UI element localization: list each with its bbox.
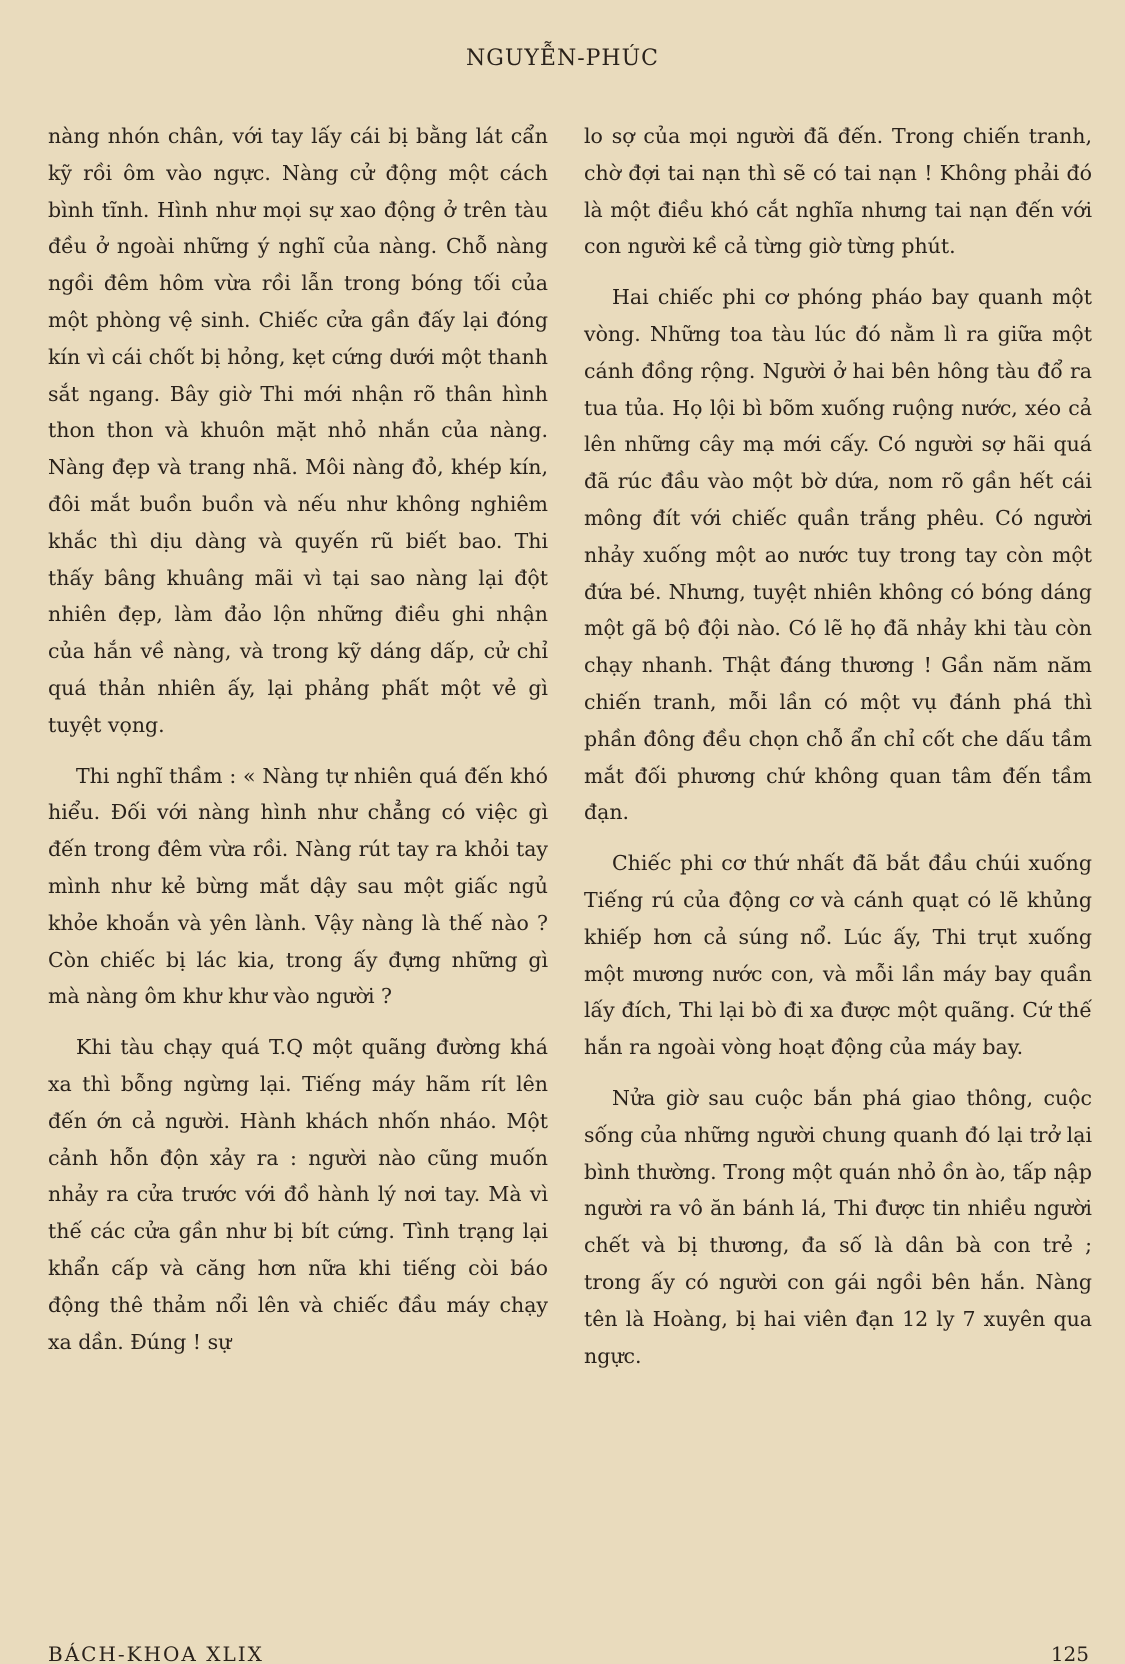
running-header: NGUYỄN-PHÚC <box>466 46 659 71</box>
right-column <box>584 118 1092 1388</box>
paragraph: lo sợ của mọi người đã đến. Trong chiến tranh, chờ đợi tai nạn thì sẽ có tai nạn ! Không phải đó là một điều khó cắt nghĩa nhưng tai nạn đến với con người kề cả từng giờ từng phút. <box>584 124 1092 259</box>
paragraph: Khi tàu chạy quá T.Q một quãng đường khá xa thì bỗng ngừng lại. Tiếng máy hãm rít lên đến ớn cả người. Hành khách nhốn nháo. Một cảnh hỗn độn xảy ra : người nào cũng muốn nhảy ra cửa trước với đồ hành lý nơi tay. Mà vì thế các cửa gần như bị bít cứng. Tình trạng lại khẩn cấp và căng hơn nữa khi tiếng còi báo động thê thảm nổi lên và chiếc đầu máy chạy xa dần. Đúng ! sự <box>48 1035 548 1354</box>
left-column <box>48 118 548 1374</box>
paragraph: Chiếc phi cơ thứ nhất đã bắt đầu chúi xuống Tiếng rú của động cơ và cánh quạt có lẽ khủng khiếp hơn cả súng nổ. Lúc ấy, Thi trụt xuống một mương nước con, và mỗi lần máy bay quần lấy đích, Thi lại bò đi xa được một quãng. Cứ thế hắn ra ngoài vòng hoạt động của máy bay. <box>584 851 1092 1060</box>
magazine-issue: BÁCH-KHOA XLIX <box>48 1642 264 1664</box>
paragraph: Hai chiếc phi cơ phóng pháo bay quanh một vòng. Những toa tàu lúc đó nằm lì ra giữa một cánh đồng rộng. Người ở hai bên hông tàu đổ ra tua tủa. Họ lội bì bõm xuống ruộng nước, xéo cả lên những cây mạ mới cấy. Có người sợ hãi quá đã rúc đầu vào một bờ dứa, nom rõ gần hết cái mông đít với chiếc quần trắng phêu. Có người nhảy xuống một ao nước tuy trong tay còn một đứa bé. Nhưng, tuyệt nhiên không có bóng dáng một gã bộ đội nào. Có lẽ họ đã nhảy khi tàu còn chạy nhanh. Thật đáng thương ! Gần năm năm chiến tranh, mỗi lần có một vụ đánh phá thì phần đông đều chọn chỗ ẩn chỉ cốt che dấu tầm mắt đối phương chứ không quan tâm đến tầm đạn. <box>584 285 1092 825</box>
paragraph: Nửa giờ sau cuộc bắn phá giao thông, cuộc sống của những người chung quanh đó lại trở lại bình thường. Trong một quán nhỏ ồn ào, tấp nập người ra vô ăn bánh lá, Thi được tin nhiều người chết và bị thương, đa số là dân bà con trẻ ; trong ấy có người con gái ngồi bên hắn. Nàng tên là Hoàng, bị hai viên đạn 12 ly 7 xuyên qua ngực. <box>584 1085 1092 1368</box>
paragraph: nàng nhón chân, với tay lấy cái bị bằng lát cẩn kỹ rồi ôm vào ngực. Nàng cử động một cách bình tĩnh. Hình như mọi sự xao động ở trên tàu đều ở ngoài những ý nghĩ của nàng. Chỗ nàng ngồi đêm hôm vừa rồi lẫn trong bóng tối của một phòng vệ sinh. Chiếc cửa gần đấy lại đóng kín vì cái chốt bị hỏng, kẹt cứng dưới một thanh sắt ngang. Bây giờ Thi mới nhận rõ thân hình thon thon và khuôn mặt nhỏ nhắn của nàng. Nàng đẹp và trang nhã. Môi nàng đỏ, khép kín, đôi mắt buồn buồn và nếu như không nghiêm khắc thì dịu dàng và quyến rũ biết bao. Thi thấy bâng khuâng mãi vì tại sao nàng lại đột nhiên đẹp, làm đảo lộn những điều ghi nhận của hắn về nàng, và trong kỹ dáng dấp, cử chỉ quá thản nhiên ấy, lại phảng phất một vẻ gì tuyệt vọng. <box>48 124 548 737</box>
page-footer <box>0 1640 1125 1664</box>
page-number: 125 <box>1050 1642 1089 1664</box>
paragraph: Thi nghĩ thầm : « Nàng tự nhiên quá đến khó hiểu. Đối với nàng hình như chẳng có việc gì đến trong đêm vừa rồi. Nàng rút tay ra khỏi tay mình như kẻ bừng mắt dậy sau một giấc ngủ khỏe khoắn và yên lành. Vậy nàng là thế nào ? Còn chiếc bị lác kia, trong ấy đựng những gì mà nàng ôm khư khư vào người ? <box>48 763 548 1009</box>
